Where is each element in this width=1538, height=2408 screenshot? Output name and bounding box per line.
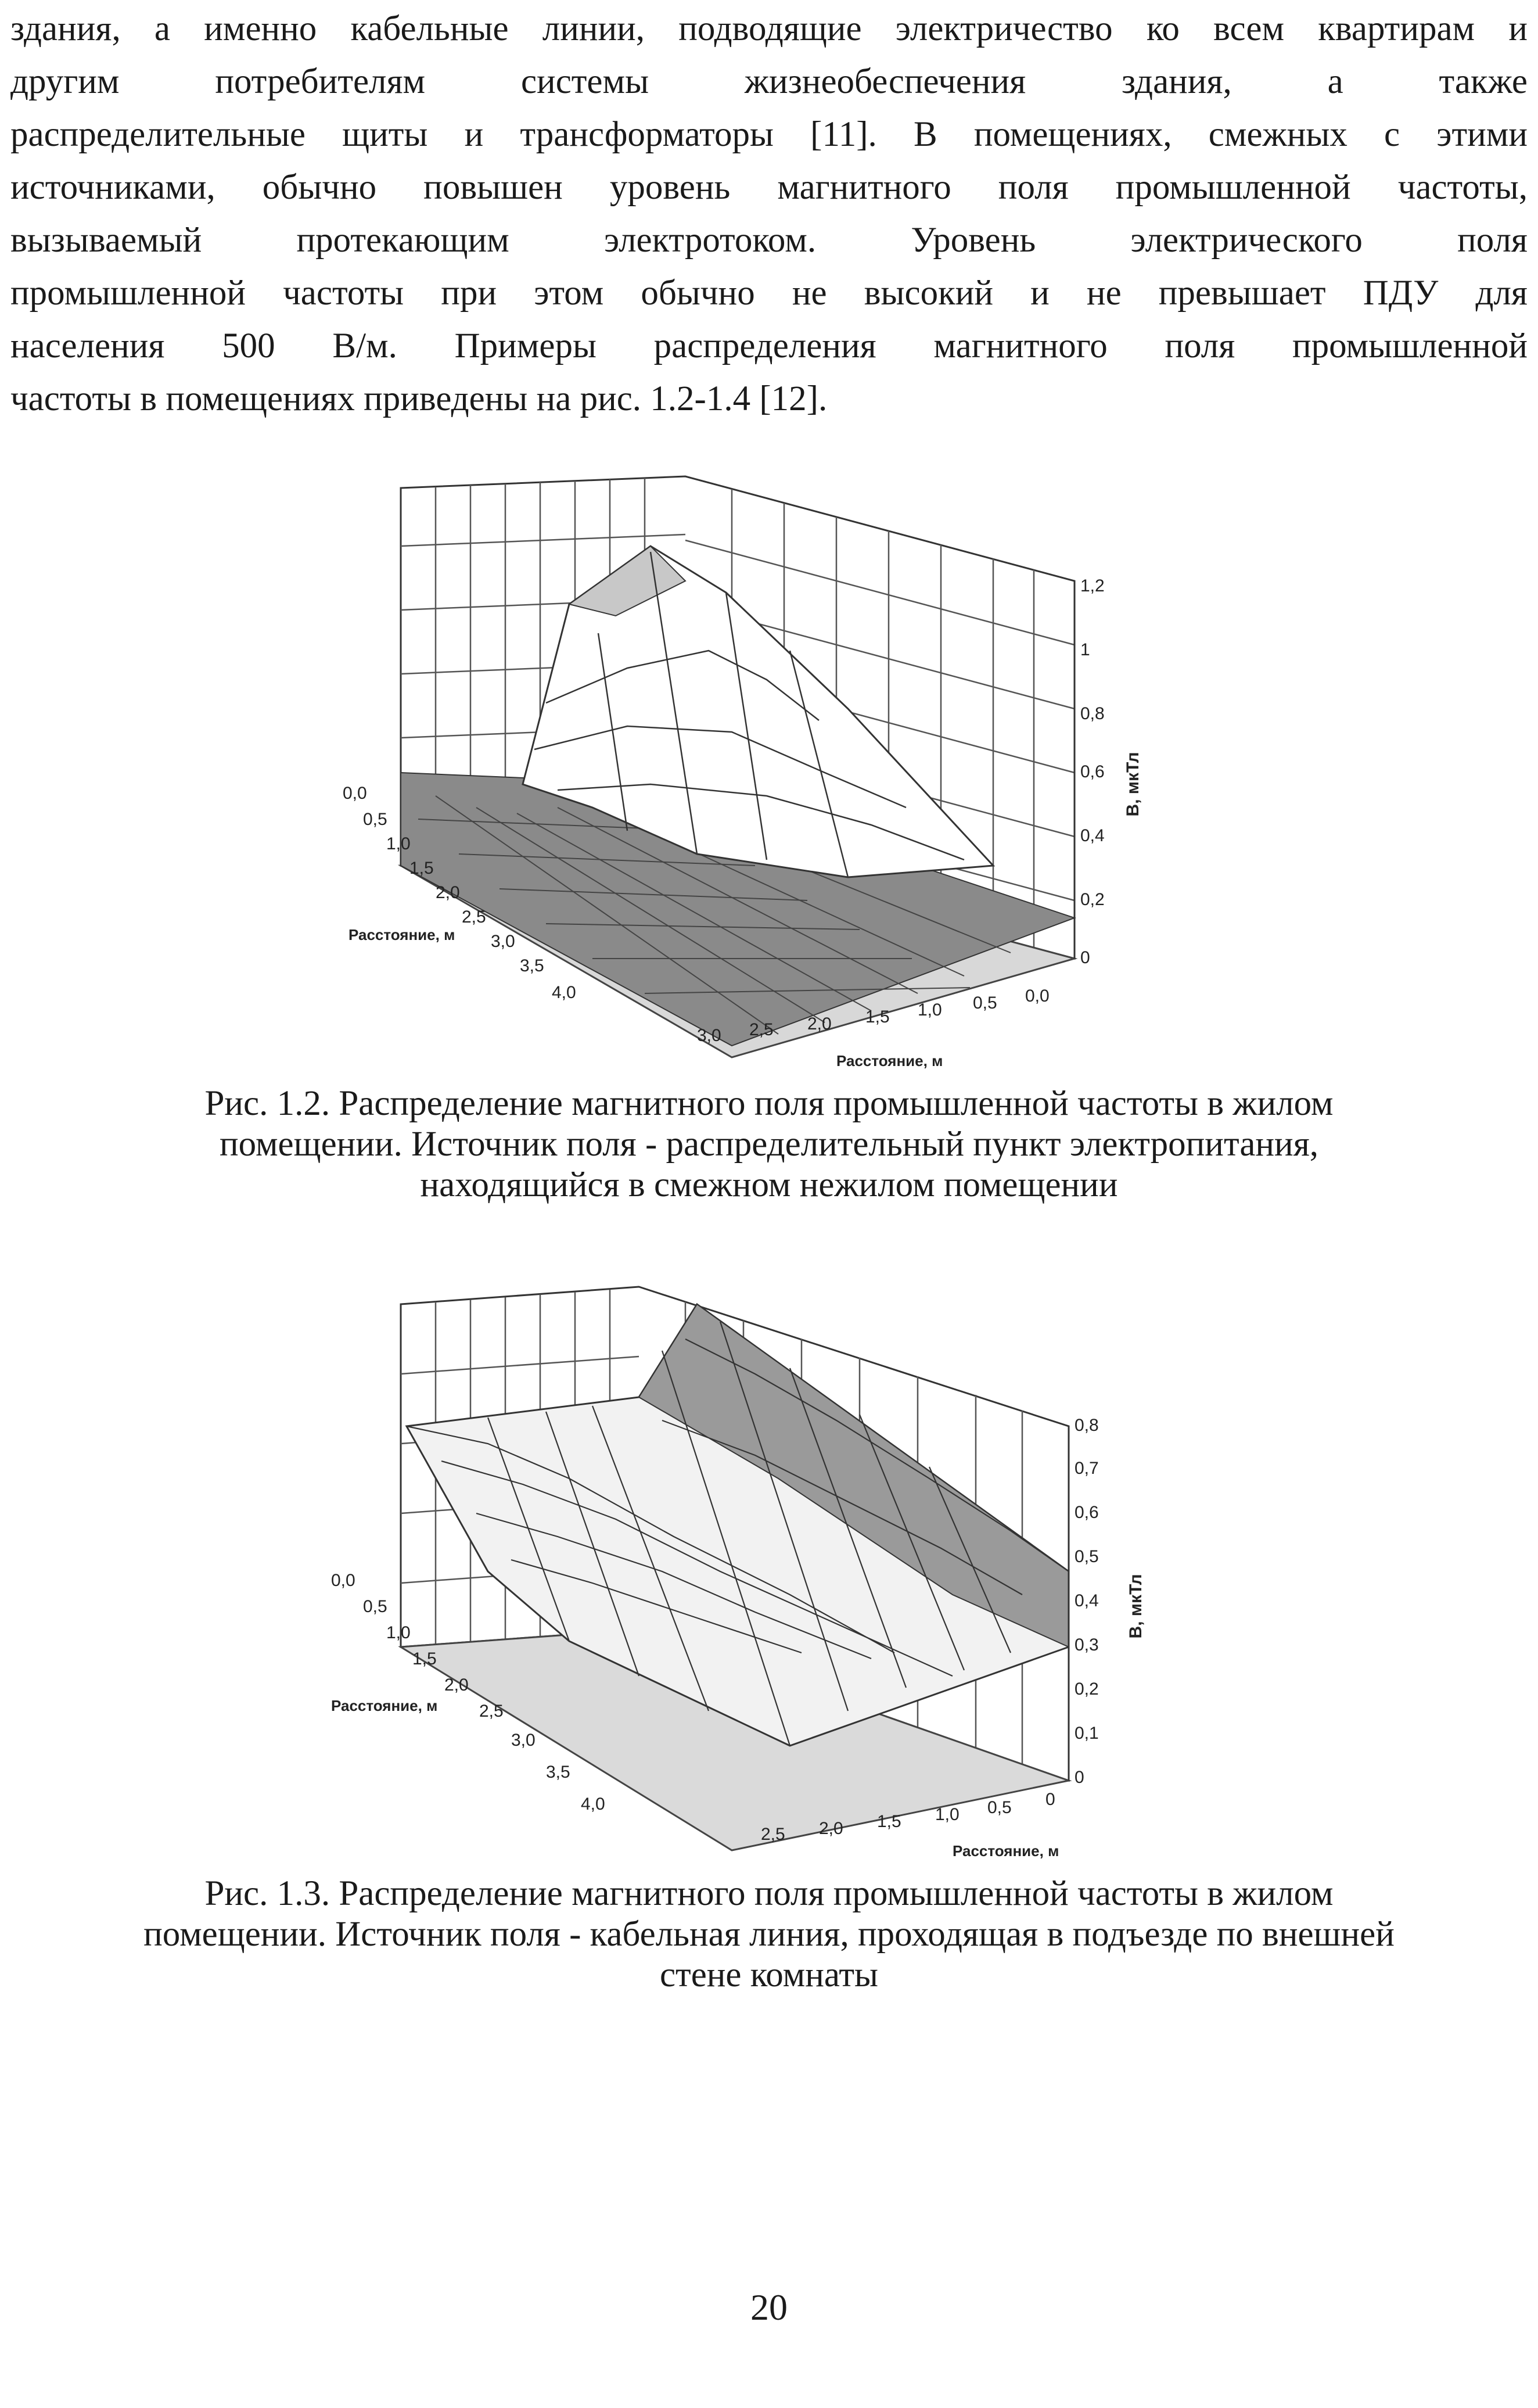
paragraph-line: вызываемый протекающим электротоком. Уровень электрического поля: [10, 221, 1528, 260]
z-tick-label: 1,2: [1080, 576, 1105, 595]
z-tick-label: 0,2: [1075, 1680, 1099, 1699]
depth-tick-label: 0,0: [331, 1571, 355, 1590]
z-tick-label: 0,4: [1080, 826, 1105, 845]
z-tick-label: 0: [1080, 948, 1090, 967]
depth-tick-label: 2,0: [444, 1675, 469, 1695]
z-axis-label: B, мкТл: [1126, 1574, 1145, 1639]
z-axis-label: B, мкТл: [1123, 752, 1142, 817]
paragraph-line: распределительные щиты и трансформаторы [11]. В помещениях, смежных с этими: [10, 115, 1528, 154]
z-tick-label: 0,4: [1075, 1591, 1099, 1610]
front-tick-label: 1,5: [877, 1812, 901, 1831]
front-tick-label: 2,0: [807, 1014, 832, 1033]
z-tick-label: 1: [1080, 640, 1090, 659]
z-tick-label: 0,2: [1080, 890, 1105, 909]
front-tick-label: 1,0: [935, 1805, 960, 1824]
paragraph-line: промышленной частоты при этом обычно не высокий и не превышает ПДУ для: [10, 274, 1528, 313]
depth-axis-label: Расстояние, м: [348, 926, 455, 943]
page-number: 20: [750, 2287, 788, 2328]
front-tick-label: 2,5: [761, 1825, 785, 1844]
front-axis-label: Расстояние, м: [953, 1842, 1059, 1860]
depth-tick-label: 3,5: [520, 956, 544, 975]
depth-tick-label: 3,0: [491, 932, 515, 951]
depth-tick-label: 0,5: [363, 1597, 387, 1616]
front-tick-label: 0: [1045, 1790, 1055, 1809]
front-tick-label: 2,5: [749, 1020, 774, 1039]
depth-tick-label: 2,5: [462, 907, 486, 927]
depth-tick-label: 0,0: [343, 784, 367, 803]
depth-tick-label: 2,5: [479, 1702, 504, 1721]
z-axis-ticks: [1075, 1416, 1099, 1787]
z-tick-label: 0,6: [1075, 1503, 1099, 1522]
depth-axis-label: Расстояние, м: [331, 1697, 438, 1714]
depth-tick-label: 1,5: [412, 1649, 437, 1668]
z-tick-label: 0,8: [1075, 1416, 1099, 1435]
figure-1-2-caption: [0, 1083, 1538, 1205]
z-tick-label: 0,1: [1075, 1724, 1099, 1743]
front-tick-label: 1,0: [918, 1000, 942, 1020]
caption-line: стене комнаты: [659, 1955, 879, 1994]
front-tick-label: 3,0: [697, 1026, 721, 1045]
depth-tick-label: 1,0: [386, 834, 411, 853]
front-tick-label: 2,0: [819, 1819, 843, 1838]
paragraph-line: источниками, обычно повышен уровень магнитного поля промышленной частоты,: [10, 168, 1528, 207]
paragraph-line: здания, а именно кабельные линии, подводящие электричество ко всем квартирам и: [10, 9, 1528, 48]
depth-tick-label: 1,0: [386, 1623, 411, 1642]
caption-line: помещении. Источник поля - кабельная линия, проходящая в подъезде по внешней: [143, 1915, 1395, 1954]
z-tick-label: 0,6: [1080, 762, 1105, 781]
caption-line: Рис. 1.3. Распределение магнитного поля промышленной частоты в жилом: [204, 1874, 1334, 1913]
front-tick-label: 0,5: [987, 1798, 1012, 1817]
caption-line: находящийся в смежном нежилом помещении: [420, 1165, 1118, 1204]
figure-1-3-caption: [0, 1874, 1538, 1996]
depth-tick-label: 2,0: [436, 883, 460, 902]
depth-tick-label: 0,5: [363, 810, 387, 829]
caption-line: Рис. 1.2. Распределение магнитного поля промышленной частоты в жилом: [204, 1084, 1334, 1123]
front-tick-label: 0,5: [973, 993, 997, 1013]
z-tick-label: 0,3: [1075, 1635, 1099, 1655]
depth-tick-label: 4,0: [581, 1795, 605, 1814]
depth-tick-label: 1,5: [409, 859, 434, 878]
z-tick-label: 0,5: [1075, 1547, 1099, 1566]
z-tick-label: 0,8: [1080, 704, 1105, 723]
body-paragraph: [10, 2, 1528, 425]
depth-tick-label: 4,0: [552, 983, 576, 1002]
front-tick-label: 1,5: [865, 1007, 890, 1027]
z-tick-label: 0,7: [1075, 1459, 1099, 1478]
paragraph-line: частоты в помещениях приведены на рис. 1.2-1.4 [12].: [10, 379, 828, 418]
figure-1-2-surface-chart: [325, 459, 1196, 1075]
paragraph-line: населения 500 В/м. Примеры распределения магнитного поля промышленной: [10, 326, 1528, 365]
paragraph-line: другим потребителям системы жизнеобеспечения здания, а также: [10, 62, 1528, 101]
depth-tick-label: 3,0: [511, 1731, 536, 1750]
depth-tick-label: 3,5: [546, 1763, 570, 1782]
z-tick-label: 0: [1075, 1768, 1084, 1787]
front-axis-label: Расстояние, м: [836, 1052, 943, 1070]
caption-line: помещении. Источник поля - распределительный пункт электропитания,: [219, 1125, 1319, 1164]
front-tick-label: 0,0: [1025, 986, 1050, 1006]
z-axis-ticks: [1080, 576, 1105, 967]
figure-1-3-surface-chart: [314, 1269, 1185, 1868]
